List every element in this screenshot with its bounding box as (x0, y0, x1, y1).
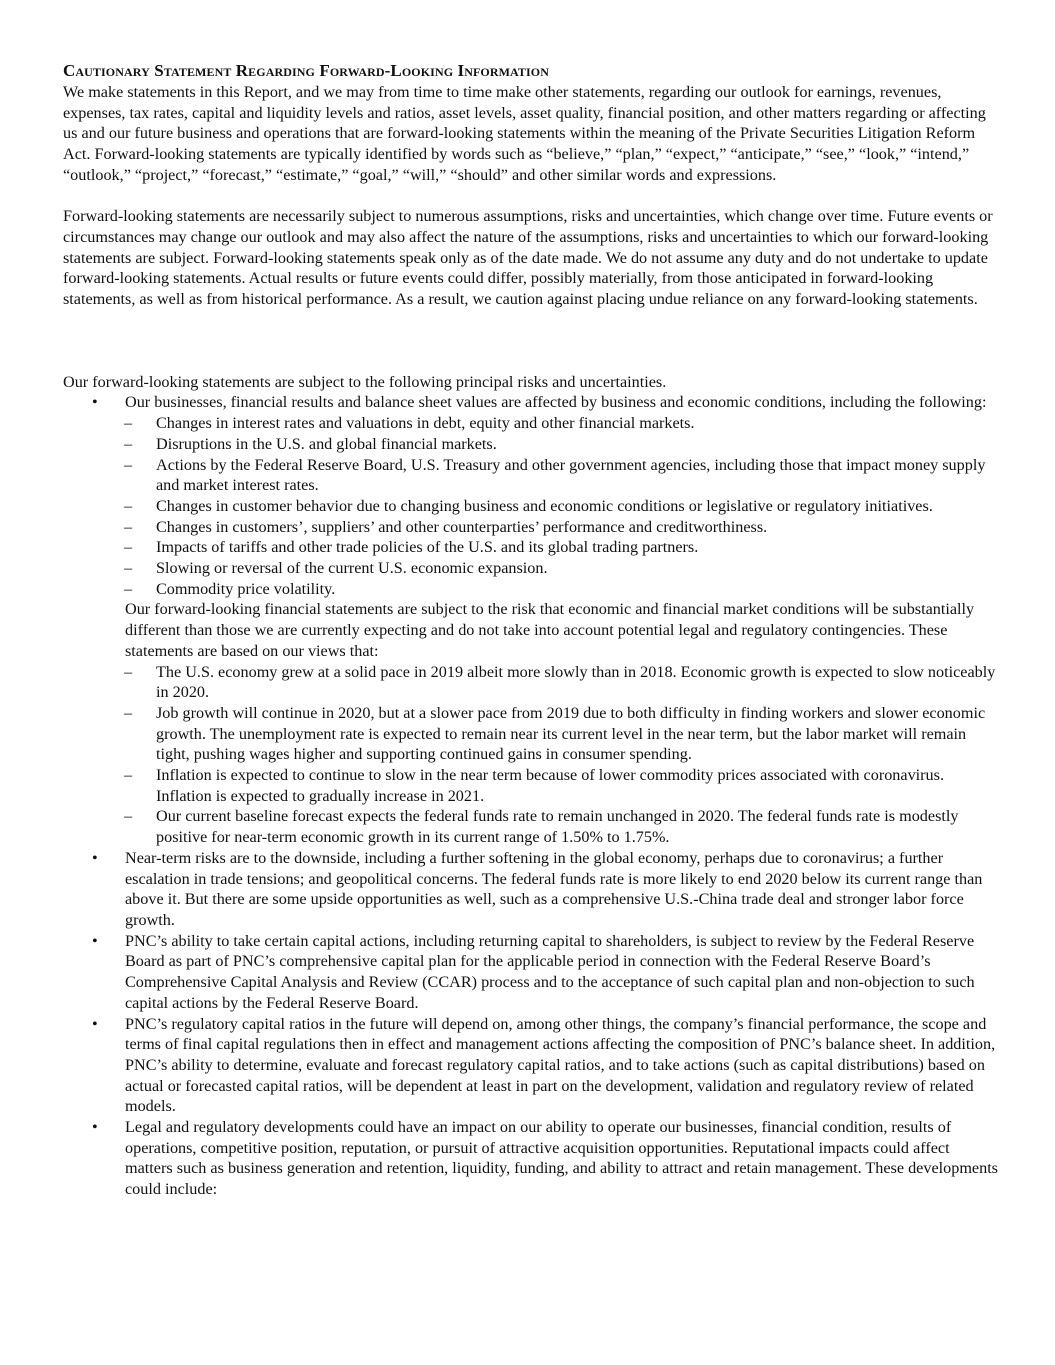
caution-paragraph: Forward-looking statements are necessarily subject to numerous assumptions, risks and uncertainties, which change over time. Future events or circumstances may change our outlook and may also affect the nature of the assumptions, risks and uncertainties to which our forward-looking statements are subject. Forward-looking statements speak only as of the date made. We do not assume any duty and do not undertake to update forward-looking statements. Actual results or future events could differ, possibly materially, from those anticipated in forward-looking statements, as well as from historical performance. As a result, we caution against placing undue reliance on any forward-looking statements. (63, 207, 993, 309)
sub-item-text: Disruptions in the U.S. and global financial markets. (156, 434, 497, 453)
list-item (63, 392, 998, 847)
list-item (63, 703, 998, 765)
intro-paragraph: We make statements in this Report, and we may from time to time make other statements, regarding our outlook for earnings, revenues, expenses, tax rates, capital and liquidity levels and ratios, asset levels, asset quality, financial position, and other matters regarding or affecting us and our future business and operations that are forward-looking statements within the meaning of the Private Securities Litigation Reform Act. Forward-looking statements are typically identified by words such as “believe,” “plan,” “expect,” “anticipate,” “see,” “look,” “intend,” “outlook,” “project,” “forecast,” “estimate,” “goal,” “will,” “should” and other similar words and expressions. (63, 83, 986, 184)
sub-item-text: Actions by the Federal Reserve Board, U.S. Treasury and other government agencies, including those that impact money supply and market interest rates. (156, 455, 986, 495)
list-item (63, 558, 998, 579)
document-page (63, 60, 998, 1200)
list-item (63, 1117, 998, 1200)
list-item (63, 848, 998, 931)
bullet-marker: • (92, 931, 98, 950)
sub-item-text: Job growth will continue in 2020, but at a slower pace from 2019 due to both difficulty in finding workers and slower economic growth. The unemployment rate is expected to remain near its current level in the near term, but the labor market will remain tight, pushing wages higher and supporting continued gains in consumer spending. (156, 703, 986, 764)
dash-marker: – (124, 455, 133, 474)
sub-item-text: Changes in customers’, suppliers’ and other counterparties’ performance and creditworthiness. (156, 517, 768, 536)
sub-item-text: Impacts of tariffs and other trade policies of the U.S. and its global trading partners. (156, 538, 699, 557)
bullet-text: PNC’s ability to take certain capital actions, including returning capital to shareholders, is subject to review by the Federal Reserve Board as part of PNC’s comprehensive capital plan for the applicable period in connection with the Federal Reserve Board’s Comprehensive Capital Analysis and Review (CCAR) process and to the acceptance of such capital plan and non-objection to such capital actions by the Federal Reserve Board. (125, 931, 975, 1012)
section-heading: Cautionary Statement Regarding Forward-Looking Information (63, 61, 549, 80)
list-item (63, 806, 998, 847)
bullet-marker: • (92, 1014, 98, 1033)
bullet-text: PNC’s regulatory capital ratios in the future will depend on, among other things, the company’s financial performance, the scope and terms of final capital regulations then in effect and management actions affecting the composition of PNC’s balance sheet. In addition, PNC’s ability to determine, evaluate and forecast regulatory capital ratios, and to take actions (such as capital distributions) based on actual or forecasted capital ratios, will be dependent at least in part on the development, validation and regulatory review of related models. (125, 1014, 996, 1116)
conditions-sub-list (63, 413, 998, 599)
dash-marker: – (124, 579, 133, 598)
views-sub-list (63, 662, 998, 848)
list-item (63, 662, 998, 703)
dash-marker: – (124, 662, 133, 681)
sub-item-text: Slowing or reversal of the current U.S. economic expansion. (156, 559, 548, 578)
dash-marker: – (124, 414, 133, 433)
list-item (63, 537, 998, 558)
sub-item-text: Changes in interest rates and valuations in debt, equity and other financial markets. (156, 414, 695, 433)
sub-item-text: Changes in customer behavior due to changing business and economic conditions or legislative or regulatory initiatives. (156, 496, 933, 515)
list-item (63, 579, 998, 600)
risks-lead-sentence: Our forward-looking statements are subject to the following principal risks and uncertainties. (63, 372, 667, 391)
dash-marker: – (124, 807, 133, 826)
list-item (63, 455, 998, 496)
dash-marker: – (124, 766, 133, 785)
dash-marker: – (124, 703, 133, 722)
bullet-marker: • (92, 1118, 98, 1137)
list-item (63, 413, 998, 434)
list-item (63, 765, 998, 806)
list-item (63, 496, 998, 517)
bullet-continuation: Our forward-looking financial statements are subject to the risk that economic and financial market conditions will be substantially different than those we are currently expecting and do not take into account potential legal and regulatory contingencies. These statements are based on our views that: (125, 600, 975, 660)
bullet-text: Legal and regulatory developments could have an impact on our ability to operate our businesses, financial condition, results of operations, competitive position, reputation, or pursuit of attractive acquisition opportunities. Reputational impacts could affect matters such as business generation and retention, liquidity, funding, and ability to attract and retain management. These developments could include: (125, 1118, 998, 1199)
dash-marker: – (124, 517, 133, 536)
sub-item-text: Inflation is expected to continue to slow in the near term because of lower commodity prices associated with coronavirus. Inflation is expected to gradually increase in 2021. (156, 766, 945, 805)
dash-marker: – (124, 434, 133, 453)
list-item (63, 1014, 998, 1118)
bullet-marker: • (92, 848, 98, 867)
bullet-text: Near-term risks are to the downside, including a further softening in the global economy, perhaps due to coronavirus; a further escalation in trade tensions; and geopolitical concerns. The federal funds rate is more likely to end 2020 below its current range than above it. But there are some upside opportunities as well, such as a comprehensive U.S.-China trade deal and stronger labor force growth. (125, 848, 983, 929)
sub-item-text: The U.S. economy grew at a solid pace in 2019 albeit more slowly than in 2018. Economic growth is expected to slow noticeably in 2020. (156, 662, 996, 702)
dash-marker: – (124, 496, 133, 515)
dash-marker: – (124, 559, 133, 578)
sub-item-text: Our current baseline forecast expects the federal funds rate to remain unchanged in 2020. The federal funds rate is modestly positive for near-term economic growth in its current range of 1.50% to 1.75%. (156, 807, 959, 847)
list-item (63, 931, 998, 1014)
list-item (63, 517, 998, 538)
list-item (63, 434, 998, 455)
sub-item-text: Commodity price volatility. (156, 579, 336, 598)
bullet-text: Our businesses, financial results and balance sheet values are affected by business and economic conditions, including the following: (125, 393, 987, 412)
dash-marker: – (124, 538, 133, 557)
bullet-marker: • (92, 393, 98, 412)
risk-bullet-list (63, 392, 998, 1199)
